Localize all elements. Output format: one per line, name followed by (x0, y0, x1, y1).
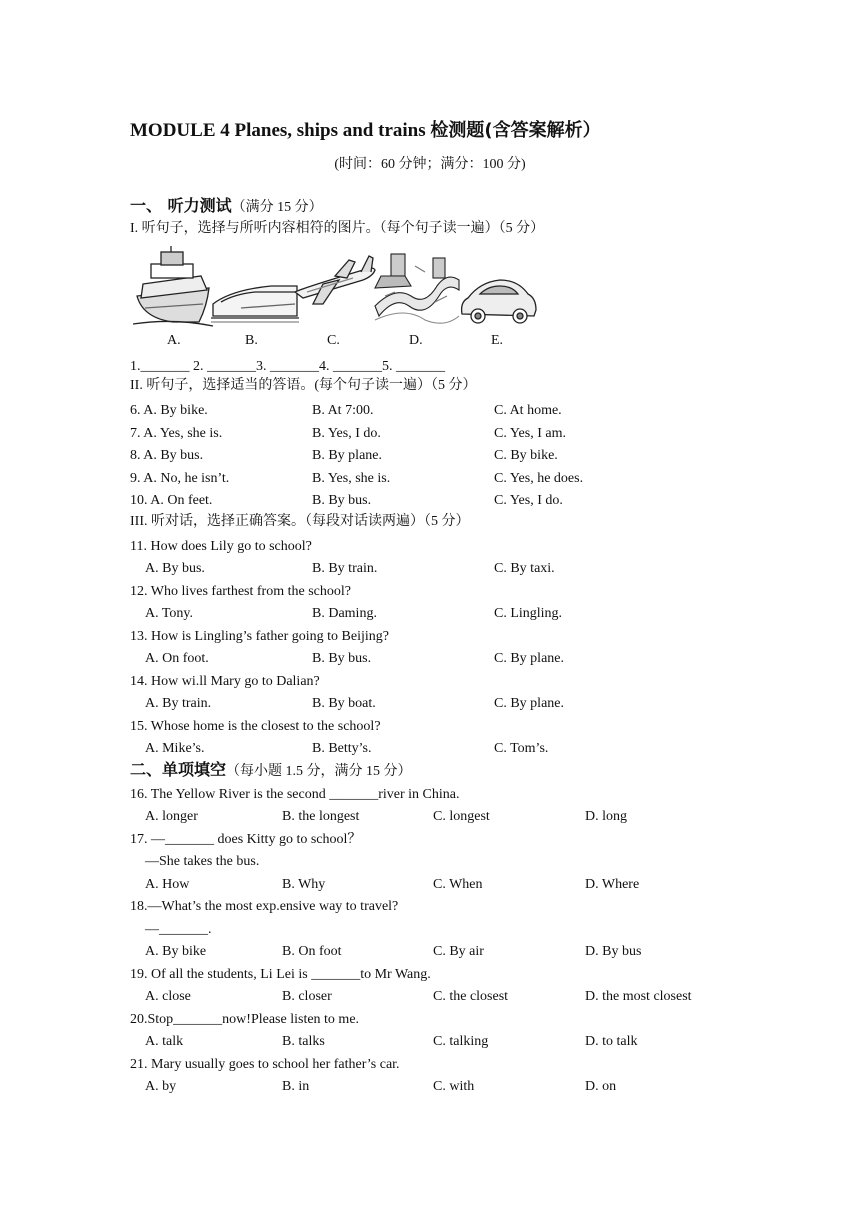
q8-option-c: C. By bike. (494, 448, 558, 463)
q6-option-a: 6. A. By bike. (130, 403, 208, 418)
q10-option-c: C. Yes, I do. (494, 493, 563, 508)
q17-stem: 17. —_______ does Kitty go to school？ (130, 832, 362, 847)
great-wall-picture (375, 254, 459, 323)
q21-stem: 21. Mary usually goes to school her father’s car. (130, 1057, 400, 1072)
q9-option-a: 9. A. No, he isn’t. (130, 471, 230, 486)
q7-option-b: B. Yes, I do. (312, 426, 381, 441)
q20-option-d: D. to talk (585, 1034, 638, 1049)
q13-option-c: C. By plane. (494, 651, 564, 666)
q19-option-b: B. closer (282, 989, 332, 1004)
q16-stem: 16. The Yellow River is the second _______river in China. (130, 787, 460, 802)
q17-option-a: A. How (145, 877, 190, 892)
q13-option-b: B. By bus. (312, 651, 372, 666)
q18-option-b: B. On foot (282, 944, 342, 959)
picture-label-a: A. (167, 333, 181, 348)
q12-option-b: B. Daming. (312, 606, 377, 621)
q15-option-a: A. Mike’s. (145, 741, 205, 756)
q9-option-b: B. Yes, she is. (312, 471, 391, 486)
section-1-heading (130, 197, 323, 217)
part-1-instruction: I. 听句子，选择与所听内容相符的图片。（每个句子读一遍）（5 分） (130, 221, 545, 236)
q12-stem: 12. Who lives farthest from the school? (130, 584, 351, 599)
train-picture (211, 286, 299, 322)
plane-picture (295, 256, 375, 304)
picture-label-c: C. (327, 333, 340, 348)
q8-option-a: 8. A. By bus. (130, 448, 204, 463)
page-subtitle: (时间：60 分钟；满分：100 分) (334, 157, 526, 172)
q19-stem: 19. Of all the students, Li Lei is _______to Mr Wang. (130, 967, 431, 982)
q11-stem: 11. How does Lily go to school? (130, 539, 312, 554)
q14-option-b: B. By boat. (312, 696, 376, 711)
q17-option-d: D. Where (585, 877, 640, 892)
q20-stem: 20.Stop_______now!Please listen to me. (130, 1012, 360, 1027)
q19-option-c: C. the closest (433, 989, 509, 1004)
section-1-note: （满分 15 分） (231, 200, 323, 215)
q16-option-a: A. longer (145, 809, 198, 824)
section-1-title: 一、 听力测试 (130, 196, 232, 215)
q11-option-b: B. By train. (312, 561, 378, 576)
listening-pictures (133, 246, 538, 328)
q12-option-c: C. Lingling. (494, 606, 563, 621)
ship-picture (133, 246, 213, 326)
q14-option-c: C. By plane. (494, 696, 564, 711)
title-chinese: 检测题(含答案解析） (430, 120, 601, 141)
picture-label-b: B. (245, 333, 258, 348)
q21-option-a: A. by (145, 1079, 177, 1094)
title-english: MODULE 4 Planes, ships and trains (130, 120, 431, 141)
part-2-instruction: II. 听句子，选择适当的答语。(每个句子读一遍）（5 分） (130, 378, 477, 393)
q11-option-a: A. By bus. (145, 561, 205, 576)
q20-option-a: A. talk (145, 1034, 184, 1049)
page-title (130, 116, 601, 142)
q21-option-b: B. in (282, 1079, 310, 1094)
q19-option-a: A. close (145, 989, 191, 1004)
q15-option-c: C. Tom’s. (494, 741, 549, 756)
q9-option-c: C. Yes, he does. (494, 471, 584, 486)
q17-option-b: B. Why (282, 877, 326, 892)
q14-stem: 14. How wi.ll Mary go to Dalian? (130, 674, 320, 689)
q6-option-c: C. At home. (494, 403, 562, 418)
q13-stem: 13. How is Lingling’s father going to Beijing? (130, 629, 389, 644)
q19-option-d: D. the most closest (585, 989, 692, 1004)
q20-option-b: B. talks (282, 1034, 325, 1049)
picture-label-e: E. (491, 333, 504, 348)
q17-reply: —She takes the bus. (145, 854, 260, 869)
q7-option-a: 7. A. Yes, she is. (130, 426, 223, 441)
q8-option-b: B. By plane. (312, 448, 382, 463)
q21-option-c: C. with (433, 1079, 475, 1094)
q18-reply: —_______. (145, 922, 212, 937)
q18-stem: 18.—What’s the most exp.ensive way to travel? (130, 899, 399, 914)
section-2-note: （每小题 1.5 分，满分 15 分） (226, 764, 412, 779)
part-3-instruction: III. 听对话，选择正确答案。（每段对话读两遍）（5 分） (130, 514, 470, 529)
q20-option-c: C. talking (433, 1034, 489, 1049)
answer-blanks: 1._______ 2. _______3. _______4. _______5. _______ (130, 359, 445, 374)
q15-option-b: B. Betty’s. (312, 741, 372, 756)
picture-label-d: D. (409, 333, 423, 348)
q6-option-b: B. At 7:00. (312, 403, 374, 418)
q17-option-c: C. When (433, 877, 483, 892)
q10-option-b: B. By bus. (312, 493, 372, 508)
q16-option-c: C. longest (433, 809, 490, 824)
q21-option-d: D. on (585, 1079, 617, 1094)
section-2-heading (130, 761, 412, 781)
q13-option-a: A. On foot. (145, 651, 209, 666)
section-2-title: 二、单项填空 (130, 760, 227, 779)
q18-option-a: A. By bike (145, 944, 207, 959)
q18-option-c: C. By air (433, 944, 484, 959)
q14-option-a: A. By train. (145, 696, 212, 711)
q10-option-a: 10. A. On feet. (130, 493, 213, 508)
q16-option-d: D. long (585, 809, 627, 824)
car-picture (462, 280, 536, 323)
q12-option-a: A. Tony. (145, 606, 194, 621)
q16-option-b: B. the longest (282, 809, 360, 824)
q11-option-c: C. By taxi. (494, 561, 555, 576)
q7-option-c: C. Yes, I am. (494, 426, 566, 441)
q18-option-d: D. By bus (585, 944, 642, 959)
q15-stem: 15. Whose home is the closest to the school? (130, 719, 381, 734)
